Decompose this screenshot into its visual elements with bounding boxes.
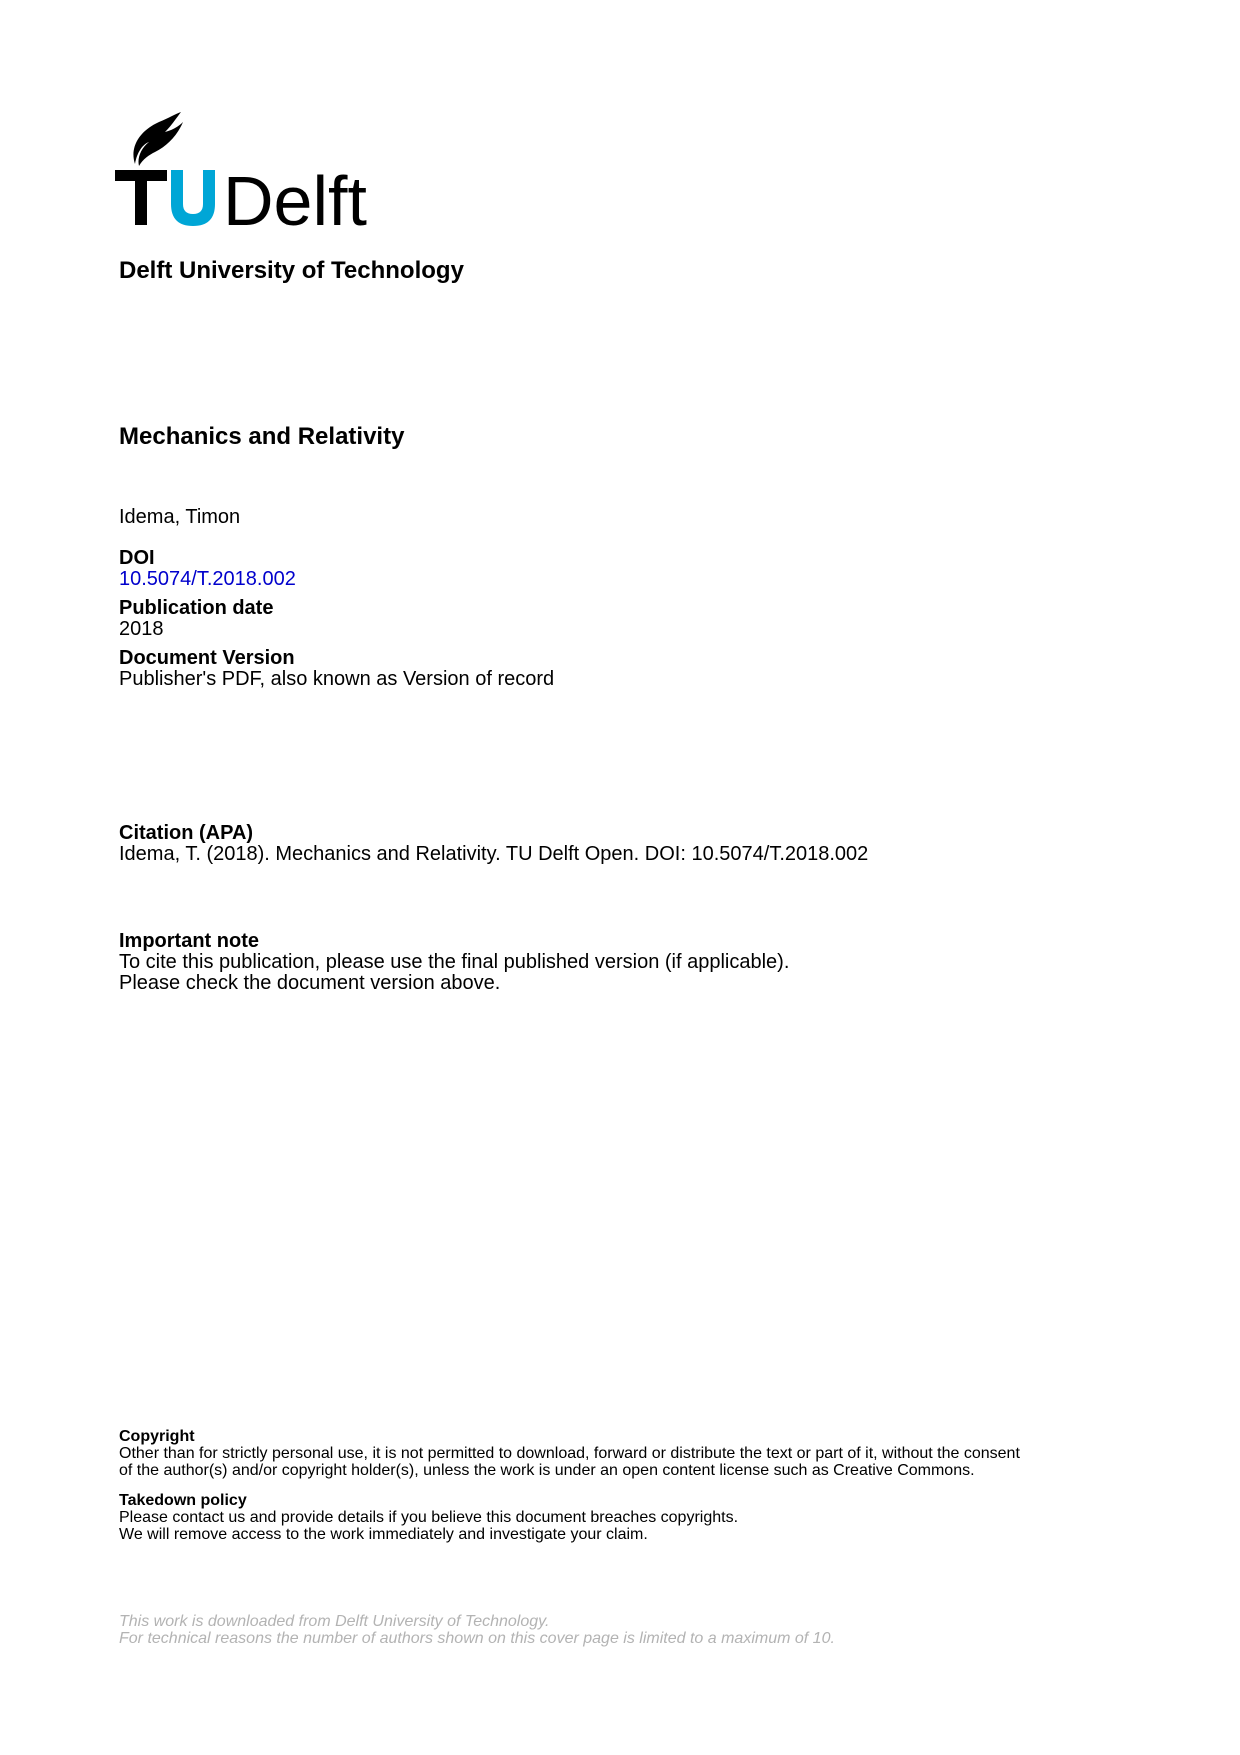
copyright-block xyxy=(119,1428,1020,1479)
copyright-line-2: of the author(s) and/or copyright holder(s), unless the work is under an open content license such as Creative Commons. xyxy=(119,1462,975,1479)
note-line-2: Please check the document version above. xyxy=(119,972,501,994)
logo-delft-text: Delft xyxy=(223,162,367,237)
footer-notice xyxy=(119,1613,835,1647)
version-block xyxy=(119,648,554,690)
copyright-line-1: Other than for strictly personal use, it is not permitted to download, forward or distribute the text or part of it, without the consent xyxy=(119,1445,1020,1462)
document-author: Idema, Timon xyxy=(119,506,241,528)
pubdate-label: Publication date xyxy=(119,597,274,619)
version-label: Document Version xyxy=(119,647,295,669)
note-block xyxy=(119,931,789,994)
footer-line-1: This work is downloaded from Delft University of Technology. xyxy=(119,1613,550,1630)
tu-delft-logo-graphic xyxy=(115,112,415,237)
citation-text: Idema, T. (2018). Mechanics and Relativity. TU Delft Open. DOI: 10.5074/T.2018.002 xyxy=(119,843,869,865)
citation-label: Citation (APA) xyxy=(119,822,254,844)
tu-delft-logo xyxy=(115,112,415,237)
pubdate-block xyxy=(119,598,273,640)
copyright-label: Copyright xyxy=(119,1428,195,1445)
document-title: Mechanics and Relativity xyxy=(119,423,405,450)
doi-label: DOI xyxy=(119,547,155,569)
doi-link[interactable]: 10.5074/T.2018.002 xyxy=(119,568,296,590)
takedown-line-2: We will remove access to the work immediately and investigate your claim. xyxy=(119,1526,648,1543)
note-label: Important note xyxy=(119,930,259,952)
university-name: Delft University of Technology xyxy=(119,257,464,284)
takedown-label: Takedown policy xyxy=(119,1492,247,1509)
takedown-block xyxy=(119,1492,738,1543)
version-value: Publisher's PDF, also known as Version of record xyxy=(119,668,555,690)
flame-icon xyxy=(133,112,183,166)
citation-block xyxy=(119,823,868,865)
footer-line-2: For technical reasons the number of authors shown on this cover page is limited to a maximum of 10. xyxy=(119,1630,835,1647)
takedown-line-1: Please contact us and provide details if you believe this document breaches copyrights. xyxy=(119,1509,739,1526)
pubdate-value: 2018 xyxy=(119,618,164,640)
doi-block xyxy=(119,548,296,590)
note-line-1: To cite this publication, please use the final published version (if applicable). xyxy=(119,951,790,973)
